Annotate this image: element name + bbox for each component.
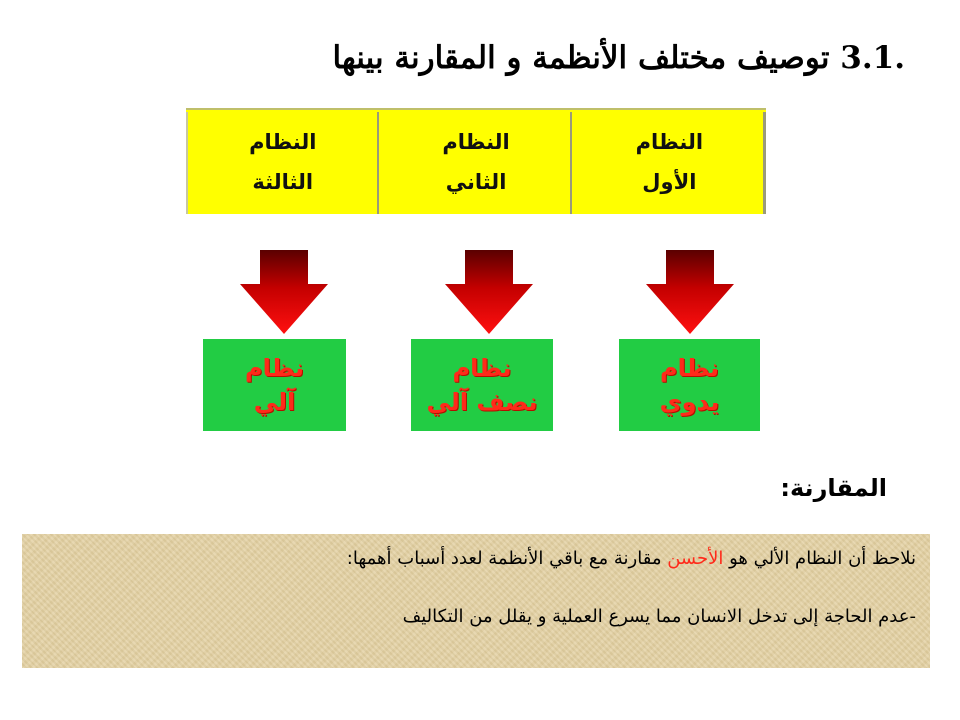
comparison-highlight-word: الأحسن: [667, 548, 724, 569]
system-second-line2: الثاني: [445, 170, 507, 194]
result-box-manual: [619, 339, 760, 431]
down-arrow-icon: [238, 248, 330, 336]
comparison-line-2: -عدم الحاجة إلى تدخل الانسان مما يسرع العملية و يقلل من التكاليف: [402, 606, 916, 627]
comparison-note-box: [22, 534, 930, 668]
result-manual-line2: يدوي: [659, 388, 720, 416]
comparison-line-1-end: مقارنة مع باقي الأنظمة لعدد أسباب أهمها:: [346, 548, 668, 569]
result-semi-auto-line1: نظام: [452, 354, 512, 382]
result-auto-line2: آلي: [253, 388, 296, 416]
down-arrow-icon: [443, 248, 535, 336]
comparison-heading: المقارنة:: [780, 474, 887, 502]
table-divider: [377, 112, 379, 214]
table-border: [186, 112, 188, 214]
result-manual-line1: نظام: [660, 354, 719, 382]
result-auto-line1: نظام: [245, 354, 304, 382]
comparison-line-1: [347, 548, 916, 569]
systems-header-table: [186, 108, 766, 214]
system-second-cell: [379, 110, 572, 214]
system-first-line2: الأول: [642, 170, 697, 194]
result-semi-auto-line2: نصف آلي: [426, 388, 538, 416]
system-third-line2: الثالثة: [252, 170, 314, 194]
slide-title: .3.1 توصيف مختلف الأنظمة و المقارنة بينها: [332, 40, 905, 76]
result-box-auto: [203, 339, 346, 431]
system-first-cell: [573, 110, 766, 214]
table-border: [763, 112, 766, 214]
system-third-line1: النظام: [249, 130, 317, 154]
system-third-cell: [186, 110, 379, 214]
system-first-line1: النظام: [635, 130, 704, 154]
system-second-line1: النظام: [442, 130, 510, 154]
table-divider: [570, 112, 572, 214]
result-box-semi-auto: [411, 339, 553, 431]
down-arrow-icon: [644, 248, 736, 336]
comparison-line-1-start: نلاحظ أن النظام الألي هو: [723, 548, 916, 569]
